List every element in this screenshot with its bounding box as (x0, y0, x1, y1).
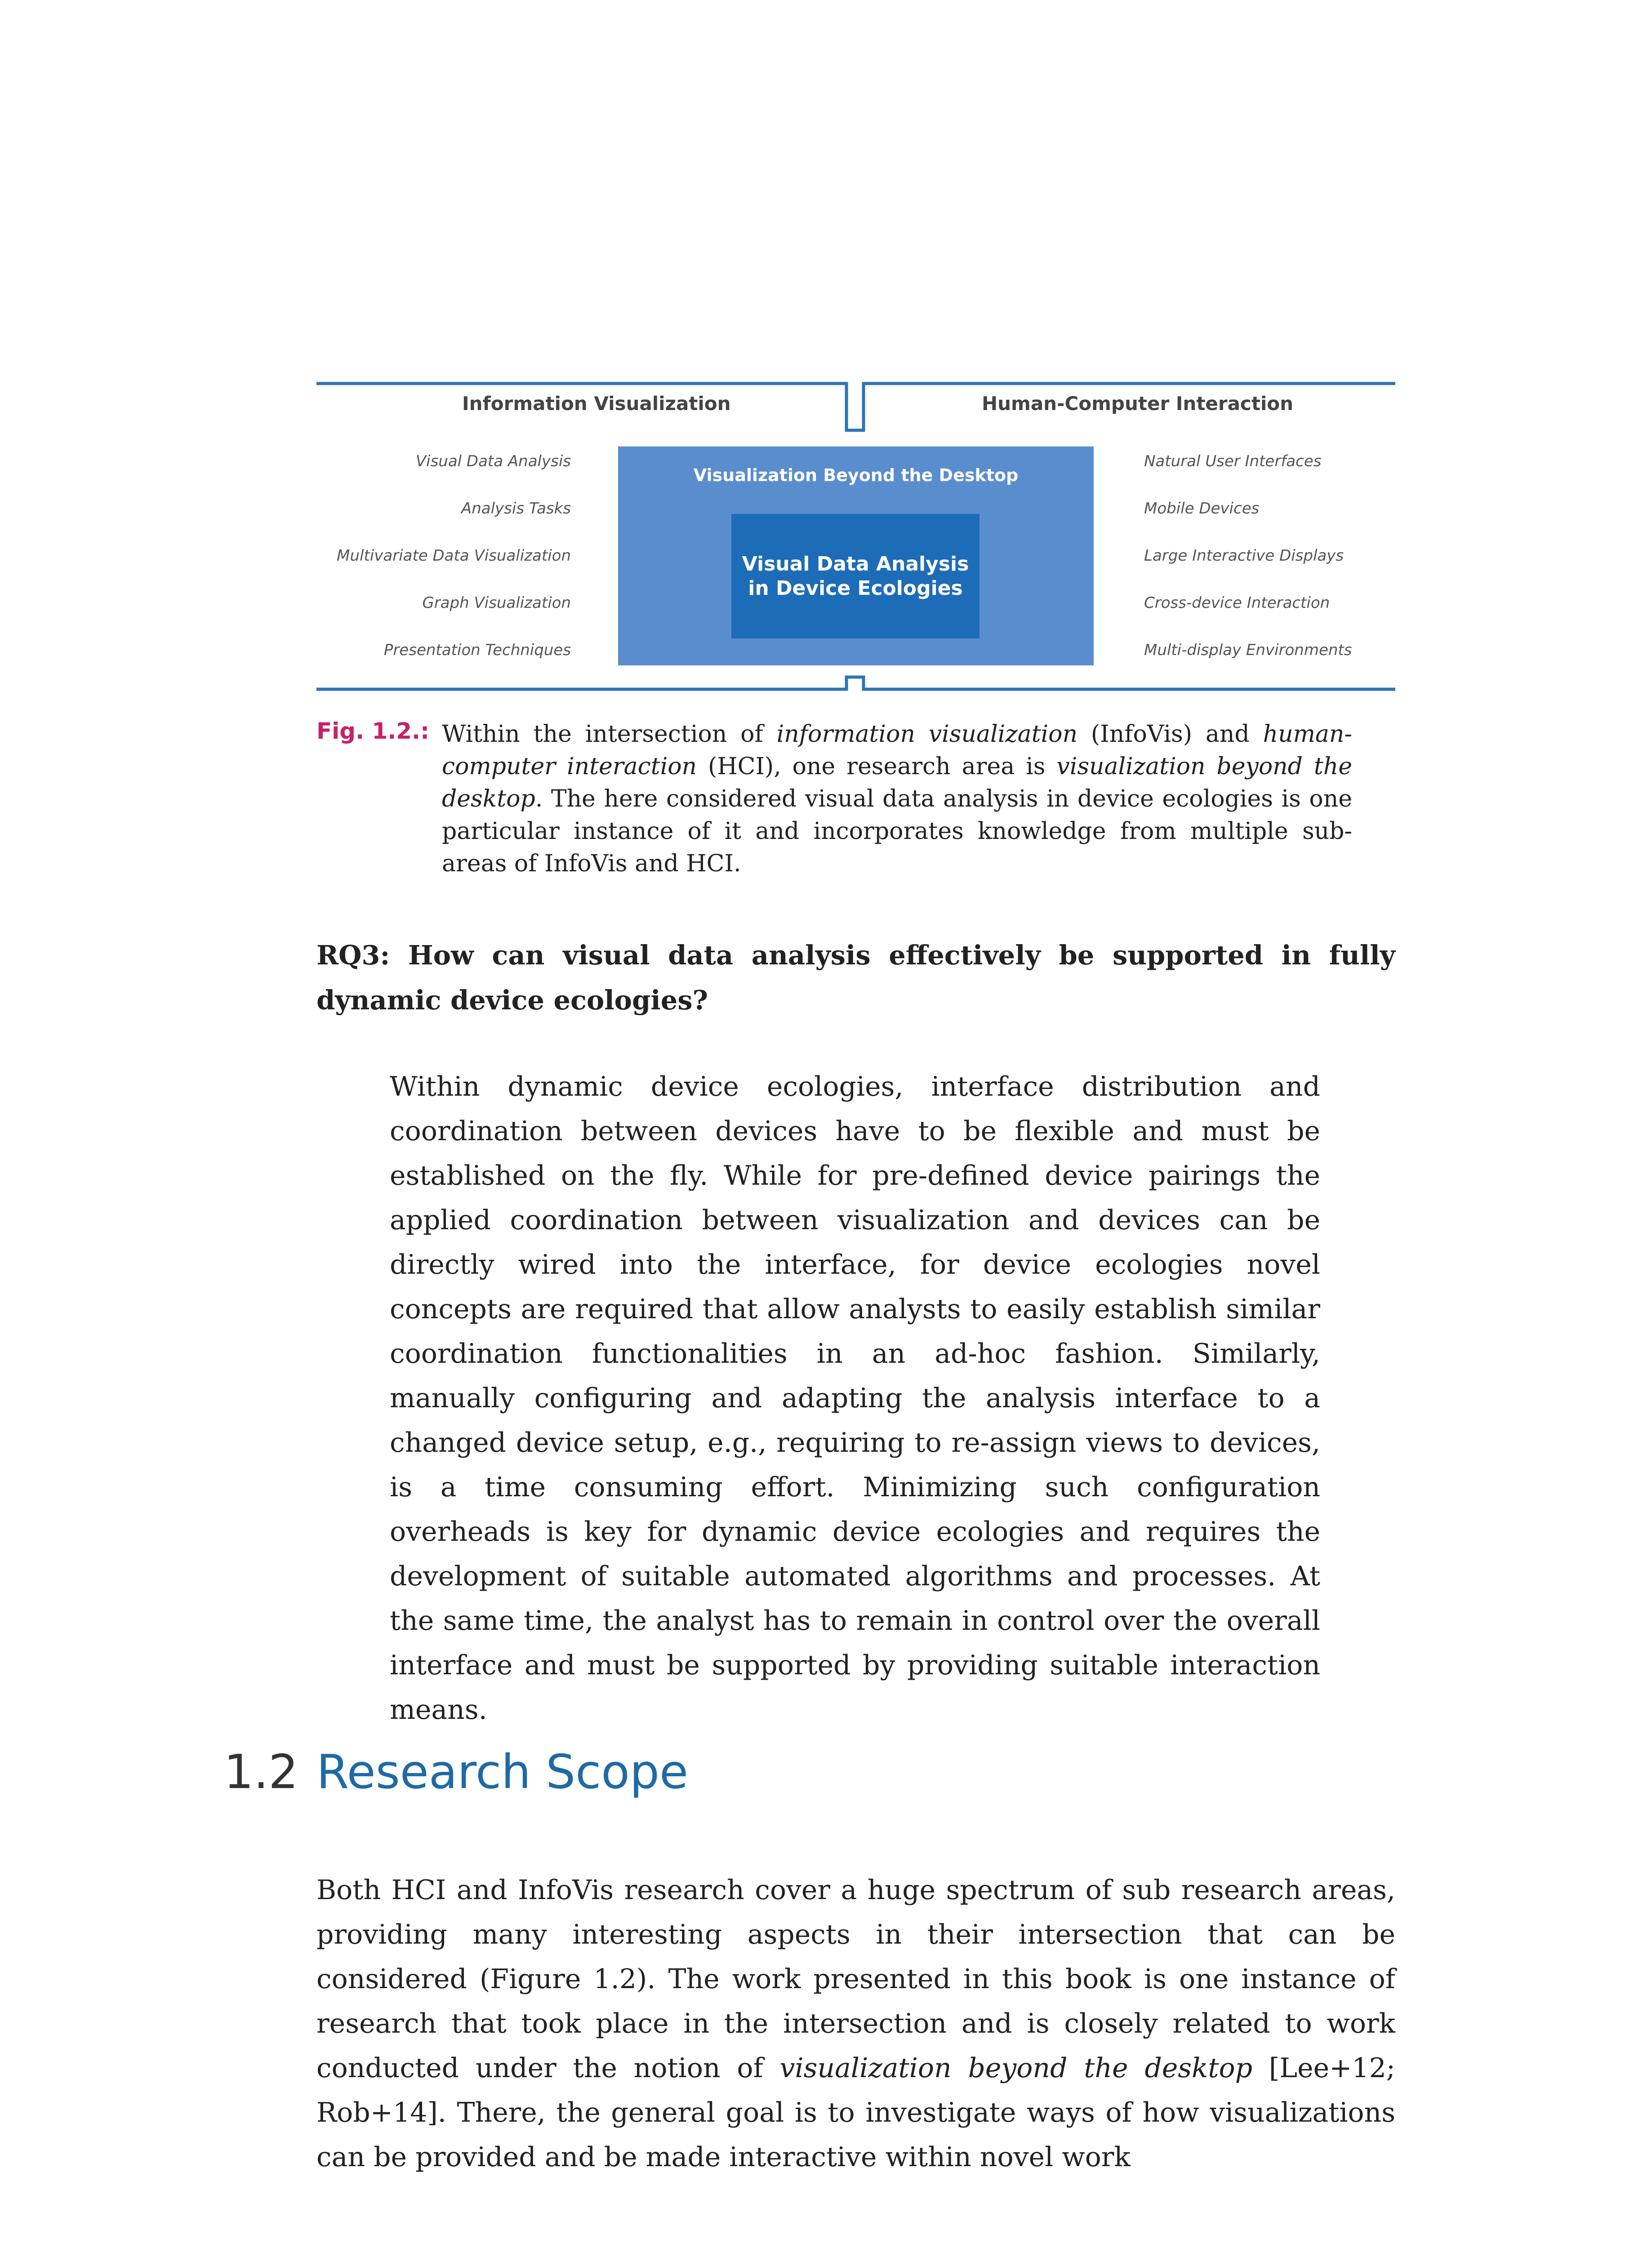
caption-emphasis: visualization beyond the desktop (442, 753, 1352, 812)
section-emphasis: visualization beyond the desktop (779, 2052, 1253, 2084)
infovis-heading: Information Visualization (462, 393, 731, 415)
hci-item: Large Interactive Displays (1144, 547, 1344, 565)
section-body-paragraph (316, 1868, 1395, 2180)
caption-text-part: . The here considered visual data analysis in device ecologies is one particular instance of it and incorporates knowledge from multiple sub-areas of InfoVis and HCI. (442, 785, 1352, 877)
infovis-item: Graph Visualization (422, 594, 571, 612)
inner-box-label-line1: Visual Data Analysis (742, 552, 969, 575)
caption-text-part: Within the intersection of (442, 721, 777, 748)
infovis-item: Multivariate Data Visualization (337, 547, 571, 565)
section-title: Research Scope (316, 1744, 688, 1799)
caption-text-part: (InfoVis) and (1077, 721, 1263, 748)
caption-emphasis: information visualization (776, 721, 1078, 748)
section-text-part: [Lee+12; Rob+14]. There, the general goal is to investigate ways of how visualizations can be provided and be made interactive within novel work (316, 2052, 1395, 2173)
caption-text (442, 718, 1352, 880)
caption-emphasis: human-computer interaction (442, 721, 1352, 780)
hci-heading: Human-Computer Interaction (982, 393, 1294, 415)
infovis-item: Presentation Techniques (383, 641, 571, 659)
caption-text-part: (HCI), one research area is (697, 753, 1057, 780)
hci-item: Natural User Interfaces (1144, 452, 1322, 470)
outer-box-label: Visualization Beyond the Desktop (693, 465, 1019, 485)
visual-data-analysis-box (731, 514, 980, 638)
hci-item: Mobile Devices (1144, 500, 1260, 517)
infovis-item: Visual Data Analysis (415, 452, 571, 470)
inner-box-label-line2: in Device Ecologies (748, 576, 963, 600)
figure-1-2 (0, 0, 1652, 701)
bottom-bracket-line (316, 677, 1395, 689)
hci-item: Multi-display Environments (1144, 641, 1352, 659)
section-number: 1.2 (224, 1744, 298, 1799)
hci-item: Cross-device Interaction (1144, 594, 1330, 612)
research-question-3-body: Within dynamic device ecologies, interface distribution and coordination between devices have to be flexible and must be established on the fly. While for pre-defined device pairings the applied coordination between visualization and devices can be directly wired into the interface, for device ecologies novel concepts are required that allow analysts to easily establish similar coordination functionalities in an ad-hoc fashion. Similarly, manually configuring and adapting the analysis interface to a changed device setup, e.g., requiring to re-assign views to devices, is a time consuming effort. Minimizing such configuration overheads is key for dynamic device ecologies and requires the development of suitable automated algorithms and processes. At the same time, the analyst has to remain in control over the overall interface and must be supported by providing suitable interaction means. (390, 1071, 1320, 1726)
caption-label: Fig. 1.2.: (316, 718, 430, 744)
research-question-3: RQ3: How can visual data analysis effectively be supported in fully dynamic device ecologies? (316, 940, 1395, 1016)
infovis-item: Analysis Tasks (461, 500, 571, 517)
section-text-part: Both HCI and InfoVis research cover a huge spectrum of sub research areas, providing many interesting aspects in their intersection that can be considered (Figure 1.2). The work presented in this book is one instance of research that took place in the intersection and is closely related to work conducted under the notion of (316, 1874, 1395, 2084)
